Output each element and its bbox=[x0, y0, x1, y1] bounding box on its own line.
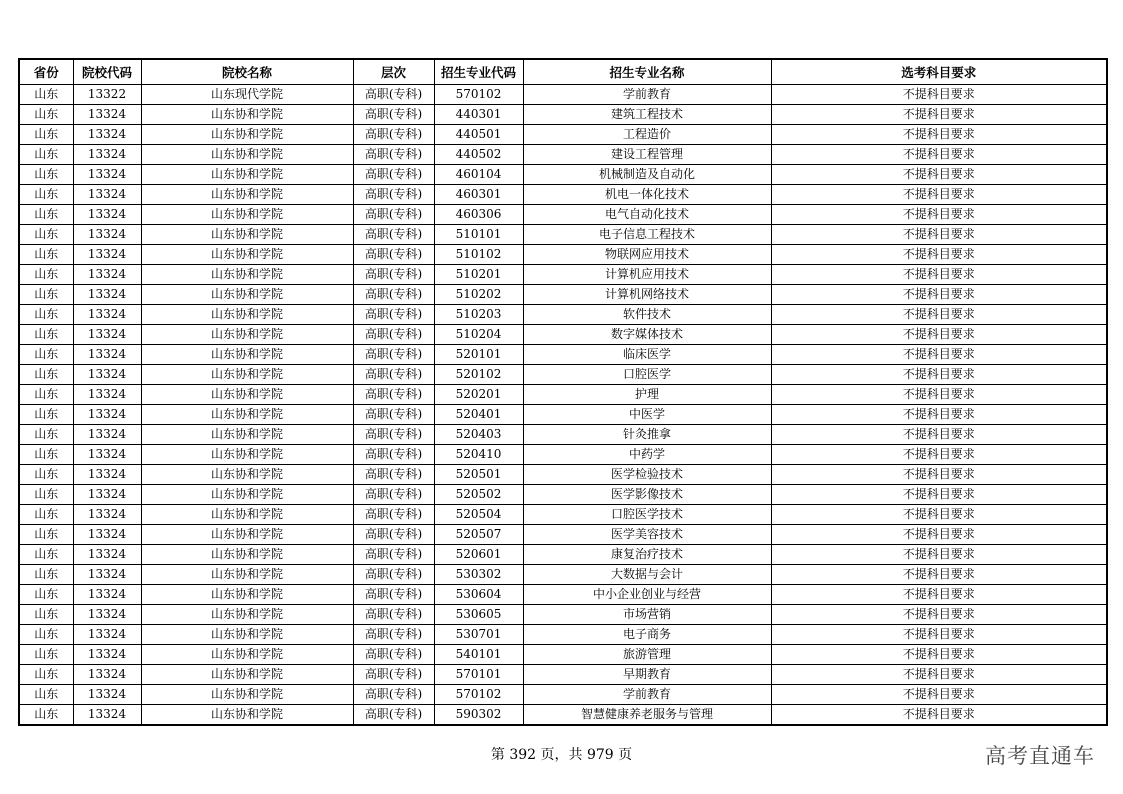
cell-province: 山东 bbox=[19, 545, 73, 565]
cell-level: 高职(专科) bbox=[353, 285, 434, 305]
cell-school-name: 山东协和学院 bbox=[141, 505, 353, 525]
cell-subject-requirement: 不提科目要求 bbox=[771, 205, 1107, 225]
cell-major-name: 学前教育 bbox=[523, 685, 771, 705]
cell-major-name: 中小企业创业与经营 bbox=[523, 585, 771, 605]
cell-subject-requirement: 不提科目要求 bbox=[771, 265, 1107, 285]
cell-level: 高职(专科) bbox=[353, 265, 434, 285]
cell-major-code: 570102 bbox=[434, 85, 523, 105]
cell-major-name: 软件技术 bbox=[523, 305, 771, 325]
cell-major-name: 电气自动化技术 bbox=[523, 205, 771, 225]
table-row bbox=[19, 365, 1107, 385]
cell-school-name: 山东协和学院 bbox=[141, 285, 353, 305]
cell-major-code: 520102 bbox=[434, 365, 523, 385]
cell-level: 高职(专科) bbox=[353, 305, 434, 325]
cell-level: 高职(专科) bbox=[353, 585, 434, 605]
table-row bbox=[19, 485, 1107, 505]
column-header-province: 省份 bbox=[19, 59, 73, 85]
table-row bbox=[19, 445, 1107, 465]
cell-subject-requirement: 不提科目要求 bbox=[771, 405, 1107, 425]
table-row bbox=[19, 625, 1107, 645]
cell-subject-requirement: 不提科目要求 bbox=[771, 245, 1107, 265]
cell-province: 山东 bbox=[19, 245, 73, 265]
cell-level: 高职(专科) bbox=[353, 505, 434, 525]
cell-province: 山东 bbox=[19, 485, 73, 505]
cell-province: 山东 bbox=[19, 345, 73, 365]
cell-school-code: 13324 bbox=[73, 425, 141, 445]
cell-major-name: 康复治疗技术 bbox=[523, 545, 771, 565]
cell-subject-requirement: 不提科目要求 bbox=[771, 645, 1107, 665]
cell-province: 山东 bbox=[19, 645, 73, 665]
cell-level: 高职(专科) bbox=[353, 485, 434, 505]
cell-major-code: 460104 bbox=[434, 165, 523, 185]
cell-major-code: 510204 bbox=[434, 325, 523, 345]
table-row bbox=[19, 585, 1107, 605]
cell-school-name: 山东协和学院 bbox=[141, 605, 353, 625]
cell-province: 山东 bbox=[19, 625, 73, 645]
table-row bbox=[19, 325, 1107, 345]
cell-major-code: 510101 bbox=[434, 225, 523, 245]
cell-school-code: 13324 bbox=[73, 285, 141, 305]
cell-province: 山东 bbox=[19, 465, 73, 485]
cell-major-code: 530604 bbox=[434, 585, 523, 605]
table-body bbox=[19, 85, 1107, 726]
cell-subject-requirement: 不提科目要求 bbox=[771, 465, 1107, 485]
cell-province: 山东 bbox=[19, 705, 73, 726]
column-header-level: 层次 bbox=[353, 59, 434, 85]
cell-subject-requirement: 不提科目要求 bbox=[771, 705, 1107, 726]
cell-province: 山东 bbox=[19, 165, 73, 185]
column-header-major-name: 招生专业名称 bbox=[523, 59, 771, 85]
cell-province: 山东 bbox=[19, 225, 73, 245]
cell-major-name: 计算机网络技术 bbox=[523, 285, 771, 305]
cell-school-name: 山东协和学院 bbox=[141, 365, 353, 385]
cell-province: 山东 bbox=[19, 125, 73, 145]
cell-school-name: 山东协和学院 bbox=[141, 385, 353, 405]
cell-major-code: 530605 bbox=[434, 605, 523, 625]
page-number: 第 392 页，共 979 页 bbox=[490, 747, 633, 763]
cell-subject-requirement: 不提科目要求 bbox=[771, 485, 1107, 505]
table-row bbox=[19, 145, 1107, 165]
cell-level: 高职(专科) bbox=[353, 665, 434, 685]
cell-major-name: 智慧健康养老服务与管理 bbox=[523, 705, 771, 726]
cell-subject-requirement: 不提科目要求 bbox=[771, 325, 1107, 345]
cell-major-code: 590302 bbox=[434, 705, 523, 726]
table-row bbox=[19, 405, 1107, 425]
cell-school-code: 13324 bbox=[73, 705, 141, 726]
cell-subject-requirement: 不提科目要求 bbox=[771, 185, 1107, 205]
cell-school-name: 山东协和学院 bbox=[141, 425, 353, 445]
table-row bbox=[19, 705, 1107, 726]
table-row bbox=[19, 545, 1107, 565]
cell-school-code: 13324 bbox=[73, 505, 141, 525]
table-row bbox=[19, 465, 1107, 485]
table-row bbox=[19, 125, 1107, 145]
cell-major-name: 医学检验技术 bbox=[523, 465, 771, 485]
cell-school-name: 山东协和学院 bbox=[141, 645, 353, 665]
cell-major-name: 大数据与会计 bbox=[523, 565, 771, 585]
cell-province: 山东 bbox=[19, 665, 73, 685]
cell-major-code: 510201 bbox=[434, 265, 523, 285]
cell-level: 高职(专科) bbox=[353, 565, 434, 585]
cell-school-code: 13322 bbox=[73, 85, 141, 105]
cell-major-code: 520507 bbox=[434, 525, 523, 545]
cell-level: 高职(专科) bbox=[353, 605, 434, 625]
cell-school-code: 13324 bbox=[73, 605, 141, 625]
cell-level: 高职(专科) bbox=[353, 125, 434, 145]
cell-school-name: 山东协和学院 bbox=[141, 345, 353, 365]
cell-level: 高职(专科) bbox=[353, 245, 434, 265]
cell-school-code: 13324 bbox=[73, 145, 141, 165]
cell-school-name: 山东协和学院 bbox=[141, 665, 353, 685]
cell-major-name: 计算机应用技术 bbox=[523, 265, 771, 285]
cell-province: 山东 bbox=[19, 205, 73, 225]
cell-school-code: 13324 bbox=[73, 465, 141, 485]
admission-table bbox=[18, 58, 1108, 726]
cell-school-name: 山东协和学院 bbox=[141, 685, 353, 705]
cell-school-name: 山东协和学院 bbox=[141, 525, 353, 545]
table-row bbox=[19, 225, 1107, 245]
cell-province: 山东 bbox=[19, 565, 73, 585]
cell-subject-requirement: 不提科目要求 bbox=[771, 365, 1107, 385]
cell-subject-requirement: 不提科目要求 bbox=[771, 425, 1107, 445]
cell-major-code: 440501 bbox=[434, 125, 523, 145]
cell-major-code: 520601 bbox=[434, 545, 523, 565]
table-row bbox=[19, 165, 1107, 185]
table-row bbox=[19, 425, 1107, 445]
table-header-row bbox=[19, 59, 1107, 85]
cell-level: 高职(专科) bbox=[353, 325, 434, 345]
cell-subject-requirement: 不提科目要求 bbox=[771, 345, 1107, 365]
table-row bbox=[19, 645, 1107, 665]
cell-subject-requirement: 不提科目要求 bbox=[771, 585, 1107, 605]
cell-level: 高职(专科) bbox=[353, 465, 434, 485]
cell-school-name: 山东协和学院 bbox=[141, 485, 353, 505]
cell-subject-requirement: 不提科目要求 bbox=[771, 625, 1107, 645]
cell-major-code: 530302 bbox=[434, 565, 523, 585]
cell-province: 山东 bbox=[19, 185, 73, 205]
cell-province: 山东 bbox=[19, 285, 73, 305]
cell-school-name: 山东协和学院 bbox=[141, 705, 353, 726]
cell-level: 高职(专科) bbox=[353, 225, 434, 245]
cell-level: 高职(专科) bbox=[353, 445, 434, 465]
table-row bbox=[19, 605, 1107, 625]
cell-major-code: 520101 bbox=[434, 345, 523, 365]
cell-level: 高职(专科) bbox=[353, 385, 434, 405]
cell-school-code: 13324 bbox=[73, 345, 141, 365]
cell-province: 山东 bbox=[19, 385, 73, 405]
cell-major-name: 医学美容技术 bbox=[523, 525, 771, 545]
cell-major-name: 旅游管理 bbox=[523, 645, 771, 665]
cell-subject-requirement: 不提科目要求 bbox=[771, 125, 1107, 145]
column-header-subject-requirement: 选考科目要求 bbox=[771, 59, 1107, 85]
cell-major-name: 工程造价 bbox=[523, 125, 771, 145]
cell-major-name: 中医学 bbox=[523, 405, 771, 425]
cell-province: 山东 bbox=[19, 405, 73, 425]
cell-major-name: 物联网应用技术 bbox=[523, 245, 771, 265]
cell-major-name: 口腔医学 bbox=[523, 365, 771, 385]
cell-major-code: 510203 bbox=[434, 305, 523, 325]
cell-school-name: 山东协和学院 bbox=[141, 305, 353, 325]
cell-school-name: 山东协和学院 bbox=[141, 145, 353, 165]
cell-school-code: 13324 bbox=[73, 685, 141, 705]
table-row bbox=[19, 205, 1107, 225]
cell-level: 高职(专科) bbox=[353, 425, 434, 445]
cell-school-code: 13324 bbox=[73, 625, 141, 645]
cell-school-name: 山东协和学院 bbox=[141, 585, 353, 605]
cell-school-code: 13324 bbox=[73, 445, 141, 465]
cell-major-name: 护理 bbox=[523, 385, 771, 405]
table-row bbox=[19, 305, 1107, 325]
cell-school-code: 13324 bbox=[73, 105, 141, 125]
table-row bbox=[19, 85, 1107, 105]
cell-school-name: 山东协和学院 bbox=[141, 265, 353, 285]
cell-subject-requirement: 不提科目要求 bbox=[771, 565, 1107, 585]
cell-school-code: 13324 bbox=[73, 365, 141, 385]
cell-major-code: 520403 bbox=[434, 425, 523, 445]
cell-major-code: 520504 bbox=[434, 505, 523, 525]
cell-province: 山东 bbox=[19, 325, 73, 345]
table-row bbox=[19, 565, 1107, 585]
table-row bbox=[19, 525, 1107, 545]
cell-school-code: 13324 bbox=[73, 305, 141, 325]
cell-school-code: 13324 bbox=[73, 265, 141, 285]
cell-major-code: 440502 bbox=[434, 145, 523, 165]
cell-level: 高职(专科) bbox=[353, 625, 434, 645]
cell-school-code: 13324 bbox=[73, 225, 141, 245]
watermark-text: 高考直通车 bbox=[985, 744, 1095, 768]
cell-school-name: 山东协和学院 bbox=[141, 105, 353, 125]
cell-subject-requirement: 不提科目要求 bbox=[771, 285, 1107, 305]
table-row bbox=[19, 665, 1107, 685]
cell-school-code: 13324 bbox=[73, 185, 141, 205]
cell-school-name: 山东协和学院 bbox=[141, 545, 353, 565]
cell-major-name: 针灸推拿 bbox=[523, 425, 771, 445]
cell-school-code: 13324 bbox=[73, 245, 141, 265]
cell-major-code: 510102 bbox=[434, 245, 523, 265]
cell-province: 山东 bbox=[19, 85, 73, 105]
cell-level: 高职(专科) bbox=[353, 185, 434, 205]
cell-subject-requirement: 不提科目要求 bbox=[771, 145, 1107, 165]
cell-subject-requirement: 不提科目要求 bbox=[771, 445, 1107, 465]
column-header-school-name: 院校名称 bbox=[141, 59, 353, 85]
cell-level: 高职(专科) bbox=[353, 685, 434, 705]
cell-school-name: 山东协和学院 bbox=[141, 125, 353, 145]
cell-province: 山东 bbox=[19, 365, 73, 385]
cell-major-code: 440301 bbox=[434, 105, 523, 125]
cell-school-code: 13324 bbox=[73, 385, 141, 405]
cell-major-name: 电子信息工程技术 bbox=[523, 225, 771, 245]
table-row bbox=[19, 265, 1107, 285]
cell-school-code: 13324 bbox=[73, 565, 141, 585]
cell-level: 高职(专科) bbox=[353, 705, 434, 726]
cell-province: 山东 bbox=[19, 605, 73, 625]
cell-province: 山东 bbox=[19, 265, 73, 285]
cell-level: 高职(专科) bbox=[353, 145, 434, 165]
cell-school-name: 山东协和学院 bbox=[141, 165, 353, 185]
column-header-school-code: 院校代码 bbox=[73, 59, 141, 85]
cell-subject-requirement: 不提科目要求 bbox=[771, 225, 1107, 245]
cell-school-name: 山东协和学院 bbox=[141, 405, 353, 425]
cell-school-name: 山东协和学院 bbox=[141, 465, 353, 485]
cell-major-code: 460301 bbox=[434, 185, 523, 205]
cell-level: 高职(专科) bbox=[353, 165, 434, 185]
cell-major-name: 早期教育 bbox=[523, 665, 771, 685]
cell-subject-requirement: 不提科目要求 bbox=[771, 85, 1107, 105]
cell-province: 山东 bbox=[19, 145, 73, 165]
cell-major-name: 建设工程管理 bbox=[523, 145, 771, 165]
cell-level: 高职(专科) bbox=[353, 205, 434, 225]
cell-major-code: 520501 bbox=[434, 465, 523, 485]
table-row bbox=[19, 685, 1107, 705]
column-header-major-code: 招生专业代码 bbox=[434, 59, 523, 85]
cell-subject-requirement: 不提科目要求 bbox=[771, 165, 1107, 185]
cell-school-code: 13324 bbox=[73, 485, 141, 505]
cell-province: 山东 bbox=[19, 585, 73, 605]
cell-level: 高职(专科) bbox=[353, 645, 434, 665]
cell-major-code: 520502 bbox=[434, 485, 523, 505]
cell-level: 高职(专科) bbox=[353, 85, 434, 105]
cell-subject-requirement: 不提科目要求 bbox=[771, 665, 1107, 685]
table-row bbox=[19, 505, 1107, 525]
cell-school-code: 13324 bbox=[73, 665, 141, 685]
cell-level: 高职(专科) bbox=[353, 525, 434, 545]
cell-level: 高职(专科) bbox=[353, 365, 434, 385]
cell-school-code: 13324 bbox=[73, 125, 141, 145]
cell-school-name: 山东现代学院 bbox=[141, 85, 353, 105]
cell-school-name: 山东协和学院 bbox=[141, 185, 353, 205]
cell-school-code: 13324 bbox=[73, 205, 141, 225]
cell-province: 山东 bbox=[19, 305, 73, 325]
cell-major-name: 中药学 bbox=[523, 445, 771, 465]
cell-major-name: 口腔医学技术 bbox=[523, 505, 771, 525]
cell-major-name: 数字媒体技术 bbox=[523, 325, 771, 345]
cell-province: 山东 bbox=[19, 685, 73, 705]
cell-school-name: 山东协和学院 bbox=[141, 625, 353, 645]
cell-major-code: 520410 bbox=[434, 445, 523, 465]
cell-subject-requirement: 不提科目要求 bbox=[771, 505, 1107, 525]
cell-school-name: 山东协和学院 bbox=[141, 245, 353, 265]
cell-major-name: 学前教育 bbox=[523, 85, 771, 105]
cell-major-code: 540101 bbox=[434, 645, 523, 665]
cell-province: 山东 bbox=[19, 105, 73, 125]
cell-major-name: 建筑工程技术 bbox=[523, 105, 771, 125]
cell-major-code: 510202 bbox=[434, 285, 523, 305]
cell-school-code: 13324 bbox=[73, 525, 141, 545]
cell-level: 高职(专科) bbox=[353, 545, 434, 565]
cell-province: 山东 bbox=[19, 445, 73, 465]
cell-major-name: 机电一体化技术 bbox=[523, 185, 771, 205]
cell-subject-requirement: 不提科目要求 bbox=[771, 685, 1107, 705]
cell-level: 高职(专科) bbox=[353, 345, 434, 365]
cell-major-name: 电子商务 bbox=[523, 625, 771, 645]
table-row bbox=[19, 245, 1107, 265]
cell-subject-requirement: 不提科目要求 bbox=[771, 525, 1107, 545]
cell-school-name: 山东协和学院 bbox=[141, 445, 353, 465]
cell-subject-requirement: 不提科目要求 bbox=[771, 105, 1107, 125]
cell-province: 山东 bbox=[19, 505, 73, 525]
cell-major-code: 460306 bbox=[434, 205, 523, 225]
cell-major-code: 570102 bbox=[434, 685, 523, 705]
table-row bbox=[19, 385, 1107, 405]
cell-school-name: 山东协和学院 bbox=[141, 205, 353, 225]
table-row bbox=[19, 345, 1107, 365]
cell-subject-requirement: 不提科目要求 bbox=[771, 385, 1107, 405]
cell-school-code: 13324 bbox=[73, 325, 141, 345]
cell-school-code: 13324 bbox=[73, 585, 141, 605]
cell-major-name: 医学影像技术 bbox=[523, 485, 771, 505]
cell-school-name: 山东协和学院 bbox=[141, 225, 353, 245]
table-row bbox=[19, 105, 1107, 125]
table-row bbox=[19, 285, 1107, 305]
cell-level: 高职(专科) bbox=[353, 105, 434, 125]
cell-province: 山东 bbox=[19, 525, 73, 545]
cell-subject-requirement: 不提科目要求 bbox=[771, 605, 1107, 625]
cell-major-code: 530701 bbox=[434, 625, 523, 645]
cell-school-code: 13324 bbox=[73, 545, 141, 565]
cell-major-code: 570101 bbox=[434, 665, 523, 685]
cell-school-code: 13324 bbox=[73, 405, 141, 425]
cell-major-code: 520201 bbox=[434, 385, 523, 405]
cell-school-code: 13324 bbox=[73, 645, 141, 665]
cell-subject-requirement: 不提科目要求 bbox=[771, 305, 1107, 325]
cell-major-name: 机械制造及自动化 bbox=[523, 165, 771, 185]
cell-level: 高职(专科) bbox=[353, 405, 434, 425]
cell-school-code: 13324 bbox=[73, 165, 141, 185]
table-row bbox=[19, 185, 1107, 205]
cell-school-name: 山东协和学院 bbox=[141, 325, 353, 345]
cell-major-name: 临床医学 bbox=[523, 345, 771, 365]
cell-major-code: 520401 bbox=[434, 405, 523, 425]
cell-subject-requirement: 不提科目要求 bbox=[771, 545, 1107, 565]
cell-school-name: 山东协和学院 bbox=[141, 565, 353, 585]
cell-major-name: 市场营销 bbox=[523, 605, 771, 625]
cell-province: 山东 bbox=[19, 425, 73, 445]
